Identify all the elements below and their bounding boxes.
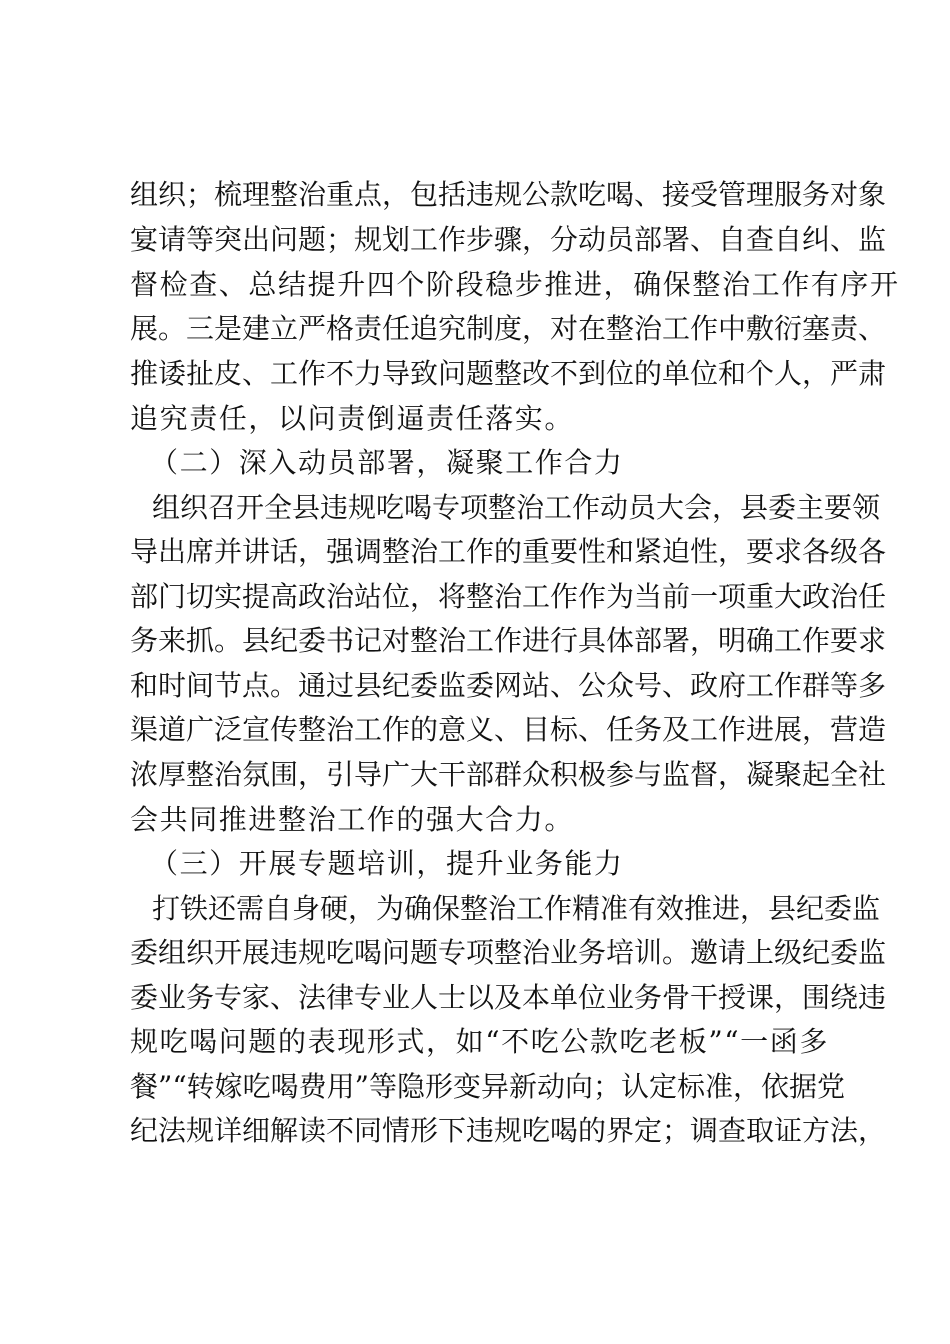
paragraph-line: 会共同推进整治工作的强大合力。 [130, 803, 575, 836]
paragraph-line: 督检查、总结提升四个阶段稳步推进，确保整治工作有序开 [130, 268, 900, 301]
section-heading: （三）开展专题培训，提升业务能力 [150, 847, 624, 880]
paragraph-line: 追究责任，以问责倒逼责任落实。 [130, 402, 575, 435]
paragraph-line: 委组织开展违规吃喝问题专项整治业务培训。邀请上级纪委监 [130, 936, 887, 969]
paragraph-line: 展。三是建立严格责任追究制度，对在整治工作中敷衍塞责、 [130, 312, 887, 345]
paragraph-line: 浓厚整治氛围，引导广大干部群众积极参与监督，凝聚起全社 [130, 758, 887, 791]
paragraph-line: 推诿扯皮、工作不力导致问题整改不到位的单位和个人，严肃 [130, 357, 887, 390]
section-heading: （二）深入动员部署，凝聚工作合力 [150, 446, 624, 479]
paragraph-line: 组织；梳理整治重点，包括违规公款吃喝、接受管理服务对象 [130, 178, 887, 211]
paragraph-line: 导出席并讲话，强调整治工作的重要性和紧迫性，要求各级各 [130, 535, 887, 568]
paragraph-line: 宴请等突出问题；规划工作步骤，分动员部署、自查自纠、监 [130, 223, 887, 256]
paragraph-line: 餐”“转嫁吃喝费用”等隐形变异新动向；认定标准，依据党 [130, 1070, 845, 1103]
paragraph-line: 打铁还需自身硬，为确保整治工作精准有效推进，县纪委监 [152, 892, 881, 925]
paragraph-line: 务来抓。县纪委书记对整治工作进行具体部署，明确工作要求 [130, 624, 887, 657]
paragraph-line: 规吃喝问题的表现形式，如“不吃公款吃老板”“一函多 [130, 1025, 829, 1058]
paragraph-line: 和时间节点。通过县纪委监委网站、公众号、政府工作群等多 [130, 669, 887, 702]
paragraph-line: 组织召开全县违规吃喝专项整治工作动员大会，县委主要领 [152, 491, 881, 524]
paragraph-line: 渠道广泛宣传整治工作的意义、目标、任务及工作进展，营造 [130, 713, 887, 746]
paragraph-line: 纪法规详细解读不同情形下违规吃喝的界定；调查取证方法， [130, 1114, 887, 1147]
paragraph-line: 部门切实提高政治站位，将整治工作作为当前一项重大政治任 [130, 580, 887, 613]
paragraph-line: 委业务专家、法律专业人士以及本单位业务骨干授课，围绕违 [130, 981, 887, 1014]
